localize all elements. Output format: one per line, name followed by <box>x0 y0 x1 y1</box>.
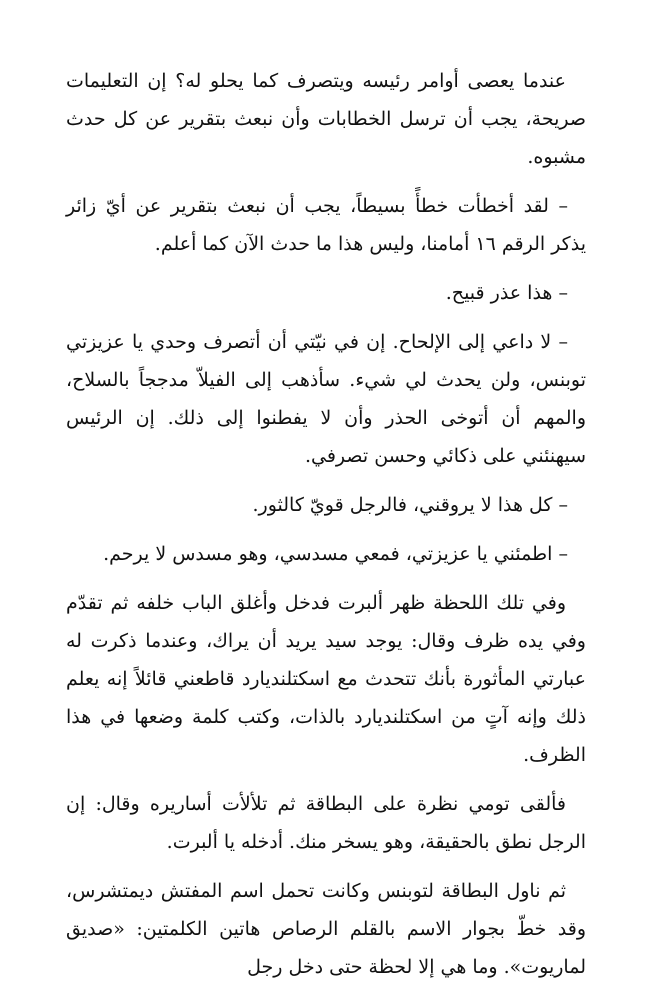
dialogue-line: – لا داعي إلى الإلحاح. إن في نيّتي أن أتصرف وحدي يا عزيزتي توبنس، ولن يحدث لي شيء. سأذهب إلى الفيلاّ مدججاً بالسلاح، والمهم أن أتوخى الحذر وأن لا يفطنوا إلى ذلك. إن الرئيس سيهنئني على ذكائي وحسن تصرفي. <box>66 331 586 467</box>
dialogue-line: – اطمئني يا عزيزتي، فمعي مسدسي، وهو مسدس لا يرحم. <box>103 543 568 565</box>
dialogue-line: – لقد أخطأت خطأً بسيطاً، يجب أن نبعث بتقرير عن أيّ زائر يذكر الرقم ١٦ أمامنا، وليس هذا ما حدث الآن كما أعلم. <box>66 195 586 255</box>
dialogue-line: – كل هذا لا يروقني، فالرجل قويّ كالثور. <box>252 494 568 516</box>
paragraph: ثم ناول البطاقة لتوبنس وكانت تحمل اسم المفتش ديمتشرس، وقد خطّ بجوار الاسم بالقلم الرصاص هاتين الكلمتين: «صديق لماريوت». وما هي إلا لحظة حتى دخل رجل <box>66 880 586 978</box>
paragraph: وفي تلك اللحظة ظهر ألبرت فدخل وأغلق الباب خلفه ثم تقدّم وفي يده ظرف وقال: يوجد سيد يريد أن يراك، وعندما ذكرت له عبارتي المأثورة بأنك تتحدث مع اسكتلنديارد قاطعني قائلاً إنه يعلم ذلك وإنه آتٍ من اسكتلنديارد بالذات، وكتب كلمة وضعها في هذا الظرف. <box>66 592 586 766</box>
paragraph: عندما يعصى أوامر رئيسه ويتصرف كما يحلو له؟ إن التعليمات صريحة، يجب أن ترسل الخطابات وأن نبعث بتقرير عن كل حدث مشبوه. <box>66 70 586 168</box>
paragraph: فألقى تومي نظرة على البطاقة ثم تلألأت أساريره وقال: إن الرجل نطق بالحقيقة، وهو يسخر منك. أدخله يا ألبرت. <box>66 793 586 853</box>
book-page-text <box>66 62 586 997</box>
dialogue-line: – هذا عذر قبيح. <box>445 282 568 304</box>
